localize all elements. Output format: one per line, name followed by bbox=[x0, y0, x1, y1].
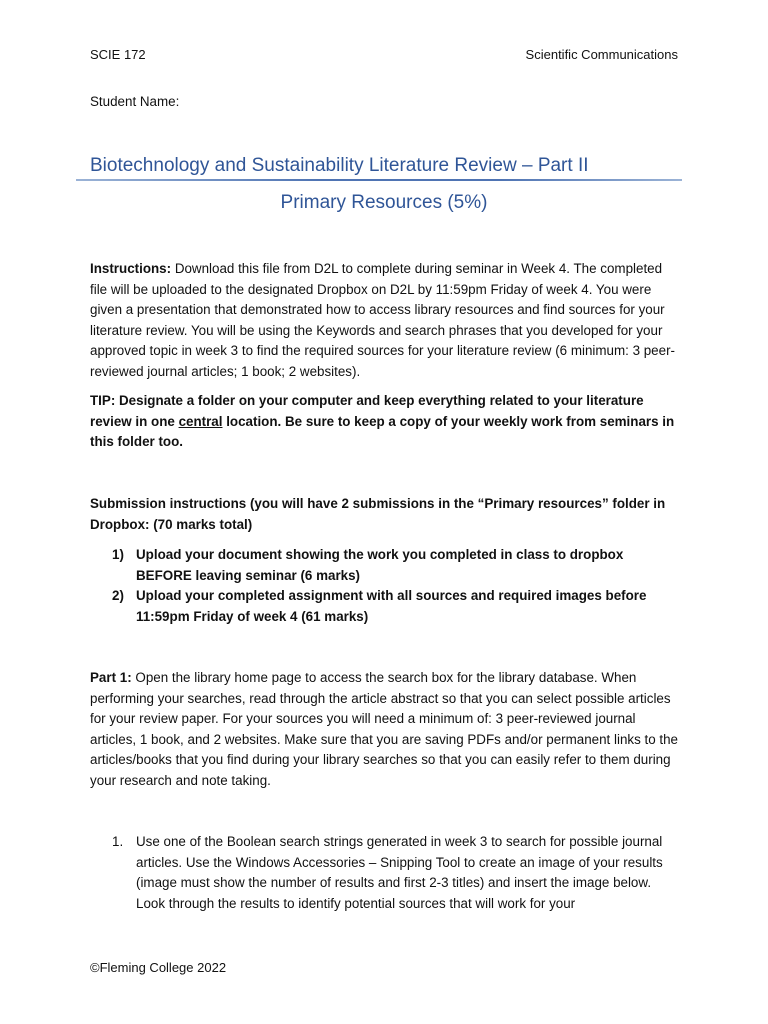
list-text: Upload your completed assignment with all sources and required images before 11:59pm Friday of week 4 (61 marks) bbox=[136, 588, 647, 624]
list-text: Upload your document showing the work you completed in class to dropbox BEFORE leaving seminar (6 marks) bbox=[136, 547, 624, 583]
list-number: 1) bbox=[112, 547, 124, 562]
instructions-paragraph bbox=[90, 259, 680, 383]
title-divider bbox=[76, 179, 682, 181]
list-item bbox=[90, 586, 680, 627]
student-name-label: Student Name: bbox=[90, 94, 180, 109]
list-item bbox=[90, 545, 680, 586]
list-number: 2) bbox=[112, 588, 124, 604]
course-name: Scientific Communications bbox=[525, 47, 678, 62]
document-subtitle: Primary Resources (5%) bbox=[280, 192, 488, 213]
steps-list bbox=[90, 832, 680, 914]
tip-underlined-word: central bbox=[178, 413, 223, 429]
course-code: SCIE 172 bbox=[90, 47, 146, 62]
tip-text-after: location. Be sure to keep a copy of your weekly work from seminars in this folder too. bbox=[90, 413, 675, 450]
part1-label: Part 1: bbox=[90, 670, 132, 685]
list-number: 1. bbox=[112, 834, 124, 849]
tip-text-before: TIP: Designate a folder on your computer and keep everything related to your literature review in one bbox=[90, 393, 644, 429]
list-text: Use one of the Boolean search strings generated in week 3 to search for possible journal articles. Use the Windows Accessories – Snipping Tool to create an image of your results (image must show the number of results and first 2-3 titles) and insert the image below. Look through the results to identify potential sources that will work for your bbox=[136, 834, 663, 911]
tip-paragraph bbox=[90, 391, 680, 453]
footer-copyright: ©Fleming College 2022 bbox=[90, 960, 227, 975]
part1-text: Open the library home page to access the search box for the library database. When performing your searches, read through the article abstract so that you can select possible articles for your review paper. For your sources you will need a minimum of: 3 peer-reviewed journal articles, 1 book, and 2 websites. Make sure that you are saving PDFs and/or permanent links to the articles/books that you find during your library searches so that you can easily refer to them during your research and note taking. bbox=[90, 670, 679, 788]
instructions-label: Instructions: bbox=[90, 261, 172, 276]
instructions-text: Download this file from D2L to complete during seminar in Week 4. The completed file will be uploaded to the designated Dropbox on D2L by 11:59pm Friday of week 4. You were given a presentation that demonstrated how to access library resources and find sources for your literature review. You will be using the Keywords and search phrases that you developed for your approved topic in week 3 to find the required sources for your literature review (6 minimum: 3 peer-reviewed journal articles; 1 book; 2 websites). bbox=[90, 261, 675, 379]
submission-heading: Submission instructions (you will have 2 submissions in the “Primary resources” folder in Dropbox: (70 marks total) bbox=[90, 496, 666, 532]
document-title: Biotechnology and Sustainability Literature Review – Part II bbox=[90, 155, 589, 176]
part1-paragraph bbox=[90, 668, 680, 792]
submission-list bbox=[90, 545, 680, 627]
list-item bbox=[90, 832, 680, 914]
